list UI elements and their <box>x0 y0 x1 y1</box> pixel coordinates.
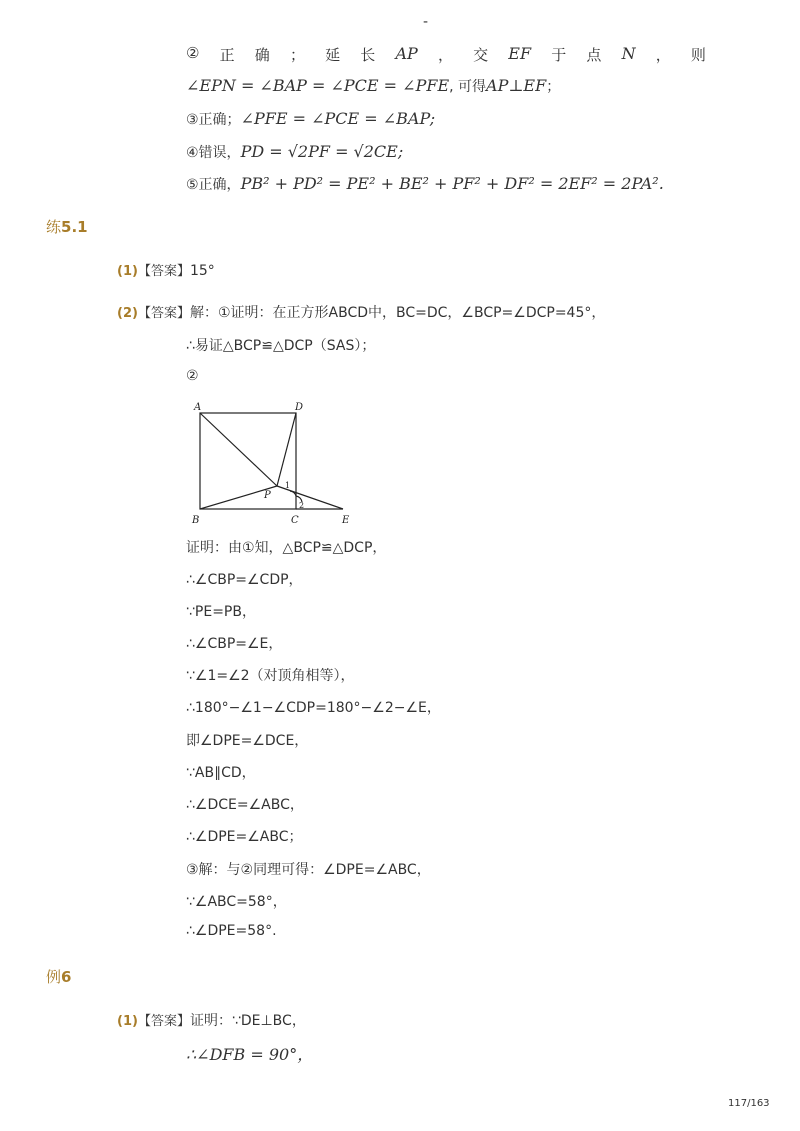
proof-line: ∴∠DCE=∠ABC， <box>186 797 304 813</box>
proof-line: ∴∠CBP=∠E， <box>186 636 283 652</box>
line-token: 延 <box>325 46 341 64</box>
label-p: P <box>264 490 271 501</box>
proof-line: ∴∠DPE=∠ABC； <box>186 829 303 845</box>
answer-line: 证明：∵DE⊥BC， <box>189 1013 306 1029</box>
answer-value: 15° <box>189 263 215 279</box>
proof-line: ③解：与②同理可得：∠DPE=∠ABC， <box>186 862 431 878</box>
equation: PD = √2PF = √2CE <box>240 142 398 161</box>
question-number: (2) <box>117 306 138 321</box>
proof-line: ∵AB∥CD， <box>186 765 256 781</box>
example-6-question-1 <box>117 1010 306 1030</box>
text: ； <box>546 79 561 95</box>
line-token: EF <box>508 44 532 63</box>
answer-intro: 解：①证明：在正方形ABCD中，BC=DC，∠BCP=∠DCP=45°， <box>189 305 606 321</box>
line-token: ， <box>655 46 671 64</box>
geometry-figure <box>186 398 366 528</box>
continuation-line-2 <box>186 76 560 96</box>
question-number: (1) <box>117 1014 138 1029</box>
equation: ∠PFE = ∠PCE = ∠BAP <box>240 109 430 128</box>
proof-line: ∴∠CBP=∠CDP， <box>186 572 303 588</box>
question-1 <box>117 260 215 279</box>
section-heading-6 <box>46 966 71 987</box>
label-e: E <box>342 515 350 526</box>
label-angle-1: 1 <box>285 481 291 490</box>
answer-line: ∴易证△BCP≌△DCP（SAS）； <box>186 338 376 354</box>
label-d: D <box>295 402 304 413</box>
line-token: 长 <box>360 46 376 64</box>
answer-label: 【答案】 <box>137 264 190 279</box>
page-number: 117/163 <box>728 1098 770 1109</box>
answer-equation: ∴∠DFB = 90°， <box>186 1045 314 1064</box>
line-token: ， <box>437 46 453 64</box>
line-token: 则 <box>690 46 706 64</box>
line-token: 正 <box>219 46 235 64</box>
text: ; <box>429 109 436 128</box>
proof-line: ∵∠ABC=58°， <box>186 894 287 910</box>
continuation-line-3 <box>186 109 435 129</box>
label: ④错误， <box>186 145 241 161</box>
answer-label: 【答案】 <box>137 306 190 321</box>
question-number: (1) <box>117 264 138 279</box>
line-token: AP <box>395 44 418 63</box>
line-token: 确 <box>254 46 270 64</box>
proof-line: 即∠DPE=∠DCE， <box>186 733 309 749</box>
segment-ap <box>200 413 277 486</box>
label: ③正确； <box>186 112 241 128</box>
line-token: ； <box>289 46 305 64</box>
line-token: N <box>621 44 636 63</box>
question-2 <box>117 302 605 322</box>
line-token: 交 <box>473 46 489 64</box>
answer-line: ② <box>186 368 199 384</box>
label-a: A <box>194 402 202 413</box>
proof-line: ∴∠DPE=58°. <box>186 923 277 939</box>
proof-line: ∵PE=PB， <box>186 604 256 620</box>
top-mark: - <box>423 14 429 30</box>
label: ⑤正确， <box>186 177 241 193</box>
line-token: 点 <box>586 46 602 64</box>
section-heading-5-1 <box>46 216 88 237</box>
perp-equation: AP⊥EF <box>486 76 547 95</box>
label-c: C <box>291 515 299 526</box>
text: ; <box>397 142 404 161</box>
segment-dp <box>277 413 296 486</box>
proof-line: ∵∠1=∠2（对顶角相等）， <box>186 668 355 684</box>
proof-line: ∴180°−∠1−∠CDP=180°−∠2−∠E， <box>186 700 441 716</box>
section-prefix: 练 <box>46 218 62 236</box>
line-token: 于 <box>551 46 567 64</box>
text: , 可得 <box>449 79 487 95</box>
answer-label: 【答案】 <box>137 1014 190 1029</box>
section-prefix: 例 <box>46 968 62 986</box>
label-angle-2: 2 <box>299 501 305 510</box>
line-token: ② <box>186 44 200 62</box>
angle-equation: ∠EPN = ∠BAP = ∠PCE = ∠PFE <box>186 76 450 95</box>
section-number: 6 <box>61 968 72 986</box>
continuation-line-5 <box>186 174 664 194</box>
proof-line: 证明：由①知，△BCP≌△DCP， <box>186 540 387 556</box>
continuation-line-1 <box>186 44 706 65</box>
continuation-line-4 <box>186 142 403 162</box>
equation: PB² + PD² = PE² + BE² + PF² + DF² = 2EF² = 2PA². <box>240 174 664 193</box>
label-b: B <box>192 515 200 526</box>
section-number: 5.1 <box>61 218 88 236</box>
